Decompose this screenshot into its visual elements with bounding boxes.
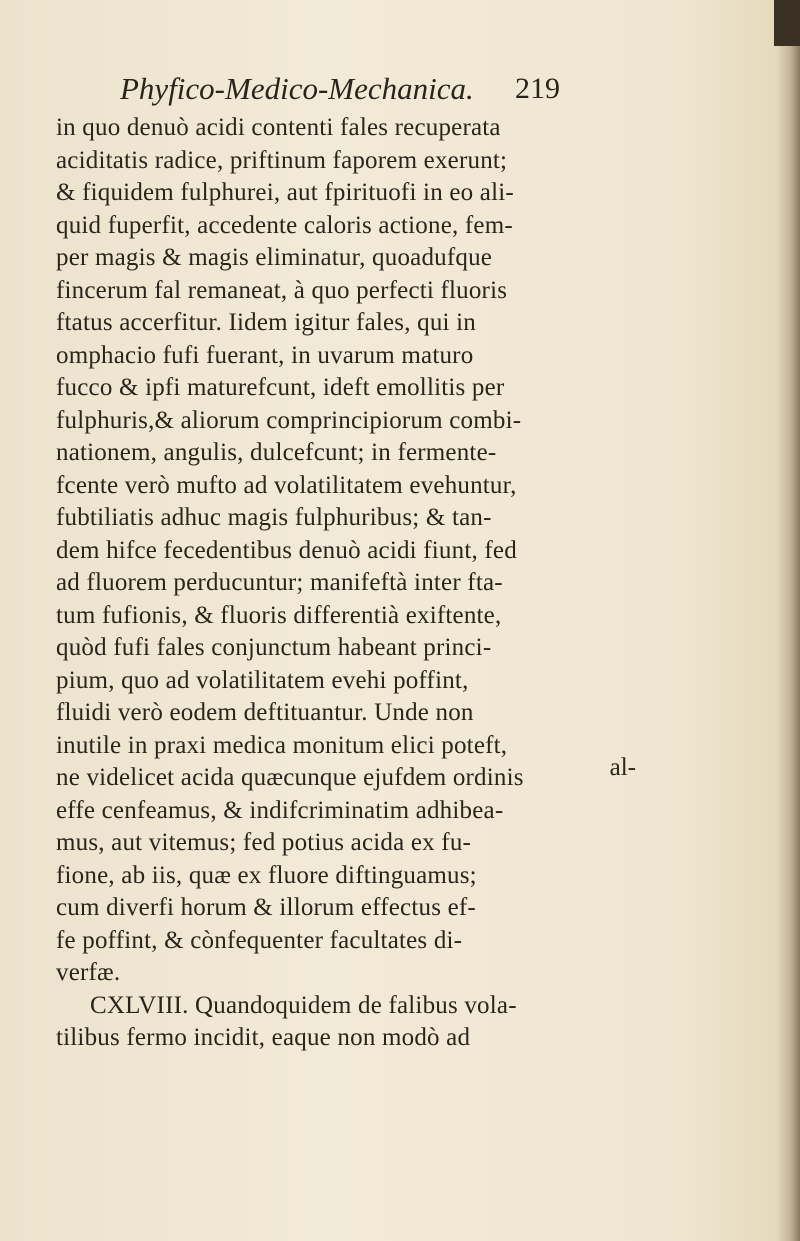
text-line: mus, aut vitemus; fed potius acida ex fu- — [56, 829, 472, 856]
catchword: al- — [609, 754, 636, 781]
text-line: pium, quo ad volatilitatem evehi poffint, — [56, 666, 469, 694]
text-line: quid fuperfit, accedente caloris actione, fem- — [56, 211, 513, 239]
text-line: tilibus fermo incidit, eaque non modò ad — [56, 1024, 471, 1051]
text-line: in quo denuò acidi contenti fales recuperata — [56, 114, 501, 141]
text-line: ftatus accerfitur. Iidem igitur fales, qui in — [56, 309, 476, 336]
text-line: fulphuris,& aliorum comprincipiorum combi- — [56, 406, 522, 434]
text-line: aciditatis radice, priftinum faporem exerunt; — [56, 146, 508, 174]
body-text — [56, 112, 656, 1055]
section-heading-line: CXLVIII. Quandoquidem de falibus vola- — [90, 991, 517, 1019]
text-line: dem hifce fecedentibus denuò acidi fiunt, fed — [56, 536, 517, 564]
text-line: fucco & ipfi maturefcunt, ideft emollitis per — [56, 374, 505, 401]
text-line: & fiquidem fulphurei, aut fpirituofi in eo ali- — [56, 179, 514, 206]
text-line: inutile in praxi medica monitum elici poteft, — [56, 731, 508, 759]
text-line: fubtiliatis adhuc magis fulphuribus; & tan- — [56, 504, 492, 531]
text-line: ne videlicet acida quæcunque ejufdem ordinis — [56, 764, 524, 791]
page-binding-shadow — [776, 0, 800, 1241]
text-line: per magis & magis eliminatur, quoadufque — [56, 244, 493, 271]
text-line: fluidi verò eodem deftituantur. Unde non — [56, 699, 474, 726]
corner-shadow — [774, 0, 800, 46]
text-line: verfæ. — [56, 959, 121, 986]
text-line: omphacio fufi fuerant, in uvarum maturo — [56, 341, 474, 369]
text-line: tum fufionis, & fluoris differentià exiftente, — [56, 601, 502, 629]
text-line: effe cenfeamus, & indifcriminatim adhibea- — [56, 796, 504, 824]
text-line: quòd fufi fales conjunctum habeant princi- — [56, 634, 492, 661]
page-number: 219 — [515, 72, 560, 105]
text-line: cum diverfi horum & illorum effectus ef- — [56, 894, 476, 921]
text-line: fincerum fal remaneat, à quo perfecti fluoris — [56, 276, 508, 304]
text-line: fe poffint, & cònfequenter facultates di- — [56, 926, 463, 954]
running-title: Phyfico-Medico-Mechanica. — [120, 71, 474, 106]
text-line: fione, ab iis, quæ ex fluore diftinguamus; — [56, 861, 477, 889]
text-line: fcente verò mufto ad volatilitatem evehuntur, — [56, 471, 517, 499]
text-line: ad fluorem perducuntur; manifeftà inter fta- — [56, 569, 503, 596]
text-line: nationem, angulis, dulcefcunt; in fermente- — [56, 439, 497, 466]
